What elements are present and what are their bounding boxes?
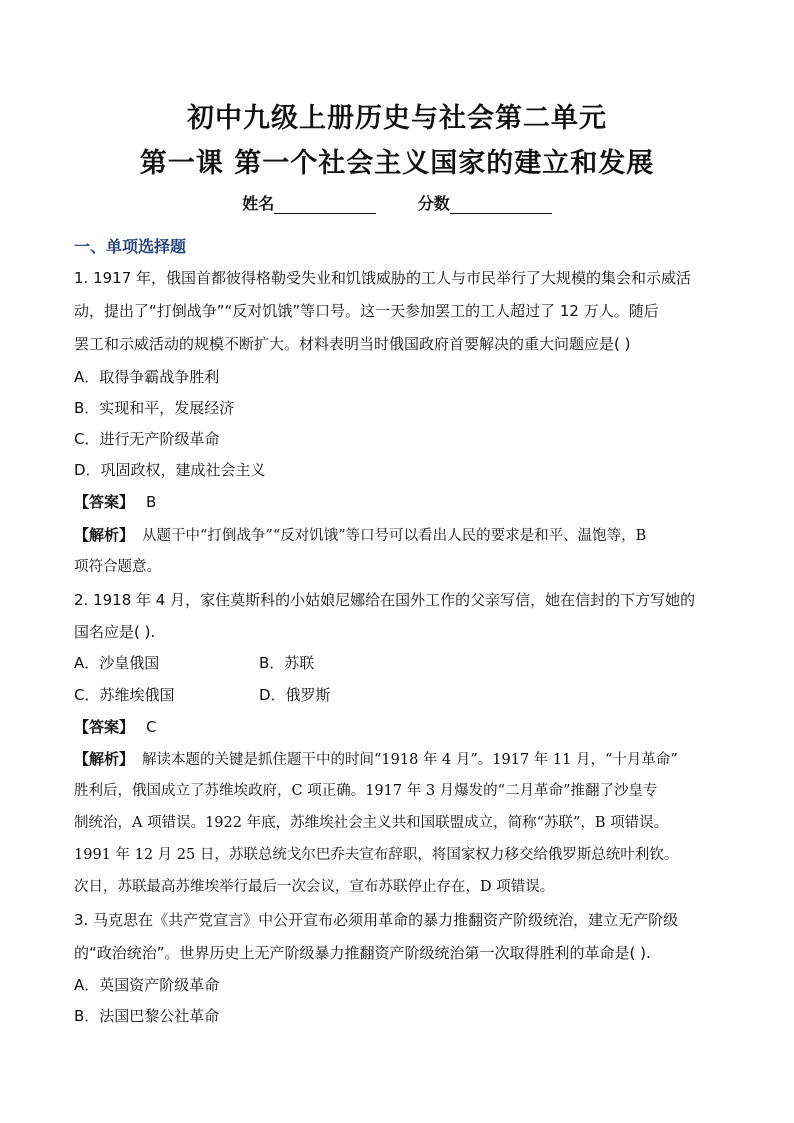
q2-explanation-line: 1991 年 12 月 25 日，苏联总统戈尔巴乔夫宣布辞职，将国家权力移交给俄罗斯总统叶利钦。 xyxy=(74,847,679,863)
q2-option-d: D．俄罗斯 xyxy=(259,686,331,704)
q2-explanation-line: 制统治，A 项错误。1922 年底，苏维埃社会主义共和国联盟成立，简称“苏联”，B 项错误。 xyxy=(74,815,669,831)
q2-explanation-line: 胜利后，俄国成立了苏维埃政府，C 项正确。1917 年 3 月爆发的“二月革命”推翻了沙皇专 xyxy=(74,783,658,799)
answer-tag: 【答案】 xyxy=(74,493,135,511)
q1-option-a: A．取得争霸战争胜利 xyxy=(74,368,220,386)
section-title: 一、单项选择题 xyxy=(74,237,187,256)
q1-stem-line: 动，提出了“打倒战争”“反对饥饿”等口号。这一天参加罢工的工人超过了 12 万人。随后 xyxy=(74,302,659,320)
q2-option-b: B．苏联 xyxy=(259,654,315,672)
q2-option-a: A．沙皇俄国 xyxy=(74,654,160,672)
q3-option-a: A．英国资产阶级革命 xyxy=(74,976,220,994)
explain-text: 从题干中“打倒战争”“反对饥饿”等口号可以看出人民的要求是和平、温饱等，B xyxy=(142,528,647,544)
answer-value: C xyxy=(146,718,157,736)
q2-options-row xyxy=(74,653,734,673)
name-score-row xyxy=(0,191,794,214)
q1-answer xyxy=(74,492,734,512)
q1-option-d: D．巩固政权，建成社会主义 xyxy=(74,461,266,479)
q2-answer xyxy=(74,717,734,737)
q2-option-c: C．苏维埃俄国 xyxy=(74,686,175,704)
explain-tag: 【解析】 xyxy=(74,750,135,768)
answer-value: B xyxy=(146,493,157,511)
document-title: 初中九级上册历史与社会第二单元 xyxy=(187,103,607,134)
q3-stem-line: 3. 马克思在《共产党宣言》中公开宣布必须用革命的暴力推翻资产阶级统治，建立无产阶级 xyxy=(74,911,679,929)
q1-explanation-line xyxy=(74,525,734,546)
q1-option-b: B．实现和平，发展经济 xyxy=(74,399,235,417)
name-blank[interactable] xyxy=(274,195,376,214)
q1-stem-line: 1. 1917 年，俄国首都彼得格勒受失业和饥饿威胁的工人与市民举行了大规模的集会和示威活 xyxy=(74,269,692,287)
q2-stem-line: 2. 1918 年 4 月，家住莫斯科的小姑娘尼娜给在国外工作的父亲写信，她在信封的下方写她的 xyxy=(74,591,696,609)
score-blank[interactable] xyxy=(450,195,552,214)
explain-text: 解读本题的关键是抓住题干中的时间“1918 年 4 月”。1917 年 11 月，“十月革命” xyxy=(142,752,678,768)
name-label: 姓名 xyxy=(242,194,275,213)
lesson-title: 第一课 第一个社会主义国家的建立和发展 xyxy=(139,148,655,179)
explain-tag: 【解析】 xyxy=(74,526,135,544)
answer-tag: 【答案】 xyxy=(74,718,135,736)
q1-option-c: C．进行无产阶级革命 xyxy=(74,430,220,448)
q1-stem-line: 罢工和示威活动的规模不断扩大。材料表明当时俄国政府首要解决的重大问题应是( ) xyxy=(74,335,631,353)
q2-options-row xyxy=(74,685,734,705)
score-label: 分数 xyxy=(417,194,450,213)
q2-explanation-line: 次日，苏联最高苏维埃举行最后一次会议，宣布苏联停止存在，D 项错误。 xyxy=(74,879,555,895)
q2-stem-line: 国名应是( ). xyxy=(74,623,156,641)
q3-option-b: B．法国巴黎公社革命 xyxy=(74,1007,220,1025)
q2-explanation-line xyxy=(74,749,734,770)
q3-stem-line: 的“政治统治”。世界历史上无产阶级暴力推翻资产阶级统治第一次取得胜利的革命是( ). xyxy=(74,944,651,962)
q1-explanation-line: 项符合题意。 xyxy=(74,559,161,575)
